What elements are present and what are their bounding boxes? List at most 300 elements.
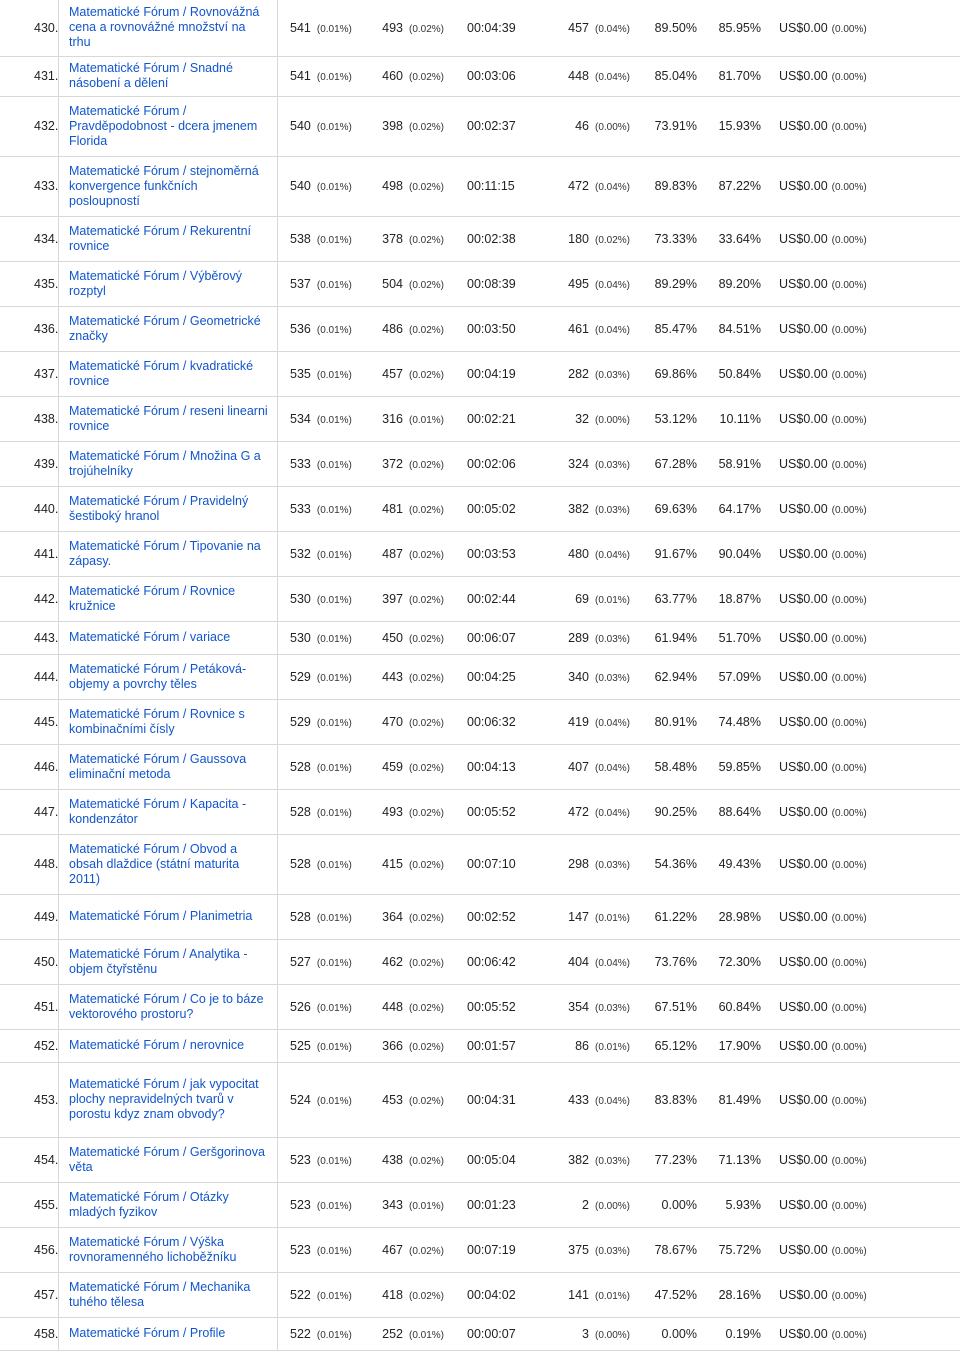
revenue-cell: [767, 1317, 960, 1350]
percent-new-value: 77.23%: [654, 1152, 697, 1167]
table-row: [0, 1137, 960, 1182]
page-title-text[interactable]: Matematické Fórum / Pravidelný šestiboký hranol: [69, 493, 249, 523]
page-title-link[interactable]: [59, 306, 278, 351]
page-title-link[interactable]: [59, 56, 278, 96]
avg-duration-value: 00:05:52: [467, 804, 516, 819]
revenue-cell: [767, 396, 960, 441]
new-users-cell: [553, 834, 635, 894]
page-title-text[interactable]: Matematické Fórum / Výška rovnoramenného lichoběžníku: [69, 1234, 237, 1264]
revenue-value: US$0.00: [779, 501, 828, 516]
page-title-text[interactable]: Matematické Fórum / kvadratické rovnice: [69, 358, 254, 388]
page-title-text[interactable]: Matematické Fórum / Gaussova eliminační metoda: [69, 751, 247, 781]
new-sessions-cell: [365, 1029, 449, 1062]
row-index-value: 439.: [34, 456, 59, 471]
new-sessions-cell: [365, 56, 449, 96]
avg-duration-value: 00:03:06: [467, 69, 516, 83]
page-title-text[interactable]: Matematické Fórum / Tipovanie na zápasy.: [69, 538, 261, 568]
new-users-value: 324: [568, 456, 589, 471]
sessions-percent: (0.01%): [316, 182, 352, 193]
table-row: [0, 351, 960, 396]
avg-duration-value: 00:04:39: [467, 20, 516, 35]
new-users-cell: [553, 486, 635, 531]
new-users-cell: [553, 0, 635, 56]
sessions-cell: [278, 156, 366, 216]
bounce-rate-value: 88.64%: [718, 804, 761, 819]
revenue-value: US$0.00: [779, 909, 828, 924]
new-sessions-value: 504: [382, 276, 403, 291]
avg-duration-cell: [449, 216, 553, 261]
avg-duration-value: 00:07:10: [467, 857, 516, 871]
new-sessions-cell: [365, 306, 449, 351]
percent-new-value: 65.12%: [654, 1038, 697, 1053]
page-title-link[interactable]: [59, 1272, 278, 1317]
percent-new-cell: [635, 1227, 705, 1272]
page-title-text[interactable]: Matematické Fórum / Co je to báze vektorového prostoru?: [69, 991, 264, 1021]
page-title-link[interactable]: [59, 789, 278, 834]
page-title-text[interactable]: Matematické Fórum / Rovnovážná cena a rovnovážné množství na trhu: [69, 5, 260, 50]
revenue-percent: (0.00%): [831, 72, 867, 83]
sessions-cell: [278, 1317, 366, 1350]
revenue-value: US$0.00: [779, 276, 828, 291]
percent-new-cell: [635, 894, 705, 939]
row-index-value: 438.: [34, 411, 59, 426]
page-title-link[interactable]: [59, 96, 278, 156]
revenue-cell: [767, 1182, 960, 1227]
new-sessions-percent: (0.02%): [409, 182, 445, 193]
sessions-cell: [278, 939, 366, 984]
page-title-link[interactable]: [59, 216, 278, 261]
avg-duration-cell: [449, 156, 553, 216]
new-sessions-cell: [365, 1272, 449, 1317]
page-title-text[interactable]: Matematické Fórum / Rovnice s kombinačními čísly: [69, 706, 245, 736]
page-title-text[interactable]: Matematické Fórum / Výběrový rozptyl: [69, 268, 242, 298]
bounce-rate-cell: [705, 261, 767, 306]
revenue-percent: (0.00%): [831, 860, 867, 871]
page-title-link[interactable]: [59, 156, 278, 216]
revenue-value: US$0.00: [779, 411, 828, 426]
page-title-link[interactable]: [59, 621, 278, 654]
sessions-value: 523: [290, 1242, 311, 1257]
percent-new-cell: [635, 486, 705, 531]
row-index: [0, 654, 59, 699]
sessions-percent: (0.01%): [316, 1245, 352, 1257]
revenue-percent: (0.00%): [831, 414, 867, 426]
avg-duration-cell: [449, 351, 553, 396]
table-row: [0, 306, 960, 351]
sessions-value: 532: [290, 546, 311, 561]
new-users-cell: [553, 531, 635, 576]
page-title-text[interactable]: Matematické Fórum / Mechanika tuhého tělesa: [69, 1279, 251, 1309]
row-index: [0, 351, 59, 396]
new-users-percent: (0.01%): [595, 594, 631, 606]
new-sessions-value: 252: [382, 1326, 403, 1341]
bounce-rate-value: 64.17%: [718, 501, 761, 516]
sessions-value: 540: [290, 179, 311, 193]
percent-new-cell: [635, 1137, 705, 1182]
bounce-rate-cell: [705, 834, 767, 894]
new-users-cell: [553, 654, 635, 699]
new-users-cell: [553, 1137, 635, 1182]
sessions-cell: [278, 56, 366, 96]
sessions-cell: [278, 744, 366, 789]
new-users-cell: [553, 216, 635, 261]
avg-duration-value: 00:06:07: [467, 630, 516, 645]
new-sessions-cell: [365, 744, 449, 789]
percent-new-value: 69.63%: [654, 501, 697, 516]
row-index-value: 435.: [34, 276, 59, 291]
percent-new-cell: [635, 96, 705, 156]
bounce-rate-cell: [705, 441, 767, 486]
row-index-value: 430.: [34, 20, 59, 35]
bounce-rate-value: 90.04%: [718, 546, 761, 561]
sessions-cell: [278, 1182, 366, 1227]
page-title-link[interactable]: [59, 894, 278, 939]
avg-duration-cell: [449, 1137, 553, 1182]
avg-duration-value: 00:06:32: [467, 714, 516, 729]
new-users-percent: (0.04%): [595, 1095, 631, 1107]
row-index-value: 450.: [34, 954, 59, 969]
percent-new-value: 67.51%: [654, 999, 697, 1014]
page-title-link[interactable]: [59, 1062, 278, 1137]
sessions-value: 528: [290, 804, 311, 819]
page-title-text[interactable]: Matematické Fórum / Obvod a obsah dlaždice (státní maturita 2011): [69, 841, 240, 886]
percent-new-value: 63.77%: [654, 591, 697, 606]
percent-new-cell: [635, 699, 705, 744]
sessions-cell: [278, 216, 366, 261]
avg-duration-value: 00:01:57: [467, 1038, 516, 1053]
revenue-cell: [767, 1029, 960, 1062]
table-row: [0, 396, 960, 441]
sessions-percent: (0.01%): [316, 279, 352, 291]
page-title-text[interactable]: Matematické Fórum / reseni linearni rovnice: [69, 403, 268, 433]
new-sessions-value: 418: [382, 1287, 403, 1302]
sessions-percent: (0.01%): [316, 807, 352, 819]
sessions-value: 526: [290, 999, 311, 1014]
percent-new-value: 89.50%: [654, 20, 697, 35]
page-title-text[interactable]: Matematické Fórum / Otázky mladých fyzikov: [69, 1189, 229, 1219]
new-users-percent: (0.03%): [595, 369, 631, 381]
page-title-link[interactable]: [59, 699, 278, 744]
revenue-value: US$0.00: [779, 954, 828, 969]
page-title-link[interactable]: [59, 261, 278, 306]
new-users-cell: [553, 744, 635, 789]
avg-duration-value: 00:05:02: [467, 501, 516, 516]
revenue-value: US$0.00: [779, 366, 828, 381]
percent-new-value: 67.28%: [654, 456, 697, 471]
new-sessions-percent: (0.02%): [409, 1095, 445, 1107]
table-row: [0, 744, 960, 789]
sessions-value: 535: [290, 366, 311, 381]
page-title-text[interactable]: Matematické Fórum / Profile: [69, 1326, 226, 1340]
page-title-link[interactable]: [59, 984, 278, 1029]
new-users-cell: [553, 96, 635, 156]
page-title-link[interactable]: [59, 654, 278, 699]
revenue-cell: [767, 789, 960, 834]
page-title-link[interactable]: [59, 0, 278, 56]
page-title-link[interactable]: [59, 1227, 278, 1272]
revenue-cell: [767, 939, 960, 984]
page-title-link[interactable]: [59, 744, 278, 789]
bounce-rate-cell: [705, 1317, 767, 1350]
percent-new-cell: [635, 351, 705, 396]
new-users-cell: [553, 351, 635, 396]
page-title-link[interactable]: [59, 1182, 278, 1227]
page-title-text[interactable]: Matematické Fórum / jak vypocitat plochy nepravidelných tvarů v porostu kdyz znam obvody?: [69, 1077, 259, 1121]
sessions-cell: [278, 486, 366, 531]
sessions-value: 522: [290, 1326, 311, 1341]
sessions-value: 528: [290, 857, 311, 871]
bounce-rate-value: 81.49%: [718, 1092, 761, 1107]
new-sessions-value: 448: [382, 999, 403, 1014]
page-title-text[interactable]: Matematické Fórum / Geometrické značky: [69, 313, 261, 343]
percent-new-value: 58.48%: [654, 759, 697, 774]
revenue-value: US$0.00: [779, 591, 828, 606]
row-index: [0, 1062, 59, 1137]
bounce-rate-value: 28.98%: [718, 909, 761, 924]
sessions-cell: [278, 1029, 366, 1062]
new-users-value: 141: [568, 1287, 589, 1302]
sessions-cell: [278, 984, 366, 1029]
bounce-rate-value: 58.91%: [718, 456, 761, 471]
row-index-value: 453.: [34, 1092, 59, 1107]
bounce-rate-cell: [705, 654, 767, 699]
page-title-link[interactable]: [59, 1317, 278, 1350]
new-users-value: 86: [575, 1038, 589, 1053]
page-title-text[interactable]: Matematické Fórum / Petáková- objemy a povrchy těles: [69, 661, 247, 691]
new-sessions-percent: (0.02%): [409, 279, 445, 291]
sessions-value: 540: [290, 119, 311, 133]
avg-duration-cell: [449, 834, 553, 894]
revenue-cell: [767, 1272, 960, 1317]
bounce-rate-value: 81.70%: [718, 69, 761, 83]
row-index: [0, 939, 59, 984]
page-title-link[interactable]: [59, 1137, 278, 1182]
new-sessions-percent: (0.02%): [409, 957, 445, 969]
page-title-link[interactable]: [59, 939, 278, 984]
new-sessions-cell: [365, 486, 449, 531]
table-row: [0, 1272, 960, 1317]
sessions-cell: [278, 1062, 366, 1137]
new-users-percent: (0.03%): [595, 459, 631, 471]
revenue-value: US$0.00: [779, 1197, 828, 1212]
page-title-text[interactable]: Matematické Fórum / Analytika - objem čtyřstěnu: [69, 946, 248, 976]
revenue-cell: [767, 216, 960, 261]
revenue-cell: [767, 621, 960, 654]
new-users-value: 495: [568, 276, 589, 291]
percent-new-value: 0.00%: [661, 1326, 697, 1341]
sessions-percent: (0.01%): [316, 762, 352, 774]
new-users-percent: (0.04%): [595, 807, 631, 819]
new-sessions-cell: [365, 1227, 449, 1272]
page-title-text[interactable]: Matematické Fórum / Kapacita - kondenzátor: [69, 796, 247, 826]
new-users-value: 3: [582, 1326, 589, 1341]
bounce-rate-cell: [705, 939, 767, 984]
sessions-percent: (0.01%): [316, 1155, 352, 1167]
page-title-link[interactable]: [59, 396, 278, 441]
sessions-cell: [278, 441, 366, 486]
page-title-link[interactable]: [59, 576, 278, 621]
bounce-rate-cell: [705, 306, 767, 351]
new-sessions-cell: [365, 984, 449, 1029]
sessions-value: 533: [290, 456, 311, 471]
sessions-value: 541: [290, 69, 311, 83]
revenue-cell: [767, 1062, 960, 1137]
revenue-cell: [767, 156, 960, 216]
bounce-rate-value: 50.84%: [718, 366, 761, 381]
revenue-percent: (0.00%): [831, 23, 867, 35]
bounce-rate-cell: [705, 96, 767, 156]
bounce-rate-cell: [705, 486, 767, 531]
page-title-link[interactable]: [59, 351, 278, 396]
revenue-value: US$0.00: [779, 857, 828, 871]
new-sessions-cell: [365, 621, 449, 654]
avg-duration-value: 00:02:38: [467, 231, 516, 246]
revenue-percent: (0.00%): [831, 594, 867, 606]
page-title-link[interactable]: [59, 441, 278, 486]
row-index: [0, 789, 59, 834]
table-row: [0, 699, 960, 744]
sessions-percent: (0.01%): [316, 549, 352, 561]
percent-new-value: 61.94%: [654, 630, 697, 645]
new-sessions-percent: (0.02%): [409, 717, 445, 729]
percent-new-value: 73.33%: [654, 231, 697, 246]
sessions-value: 534: [290, 411, 311, 426]
page-title-text[interactable]: Matematické Fórum / stejnoměrná konvergence funkčních posloupností: [69, 163, 259, 208]
row-index: [0, 744, 59, 789]
revenue-percent: (0.00%): [831, 957, 867, 969]
new-users-percent: (0.03%): [595, 1245, 631, 1257]
sessions-value: 530: [290, 630, 311, 645]
sessions-cell: [278, 699, 366, 744]
new-users-percent: (0.03%): [595, 860, 631, 871]
bounce-rate-cell: [705, 1062, 767, 1137]
sessions-value: 528: [290, 909, 311, 924]
sessions-cell: [278, 1137, 366, 1182]
page-title-text[interactable]: Matematické Fórum / nerovnice: [69, 1038, 245, 1052]
bounce-rate-cell: [705, 1137, 767, 1182]
sessions-percent: (0.01%): [316, 594, 352, 606]
sessions-value: 524: [290, 1092, 311, 1107]
table-row: [0, 894, 960, 939]
avg-duration-value: 00:03:50: [467, 321, 516, 336]
page-title-text[interactable]: Matematické Fórum / variace: [69, 630, 231, 644]
table-row: [0, 984, 960, 1029]
table-row: [0, 834, 960, 894]
revenue-value: US$0.00: [779, 1287, 828, 1302]
sessions-value: 528: [290, 759, 311, 774]
avg-duration-value: 00:02:37: [467, 119, 516, 133]
sessions-percent: (0.01%): [316, 324, 352, 336]
new-sessions-cell: [365, 939, 449, 984]
row-index-value: 445.: [34, 714, 59, 729]
bounce-rate-cell: [705, 1272, 767, 1317]
new-sessions-value: 316: [382, 411, 403, 426]
new-sessions-value: 462: [382, 954, 403, 969]
sessions-value: 530: [290, 591, 311, 606]
new-users-cell: [553, 699, 635, 744]
table-row: [0, 261, 960, 306]
bounce-rate-value: 51.70%: [718, 630, 761, 645]
page-title-text[interactable]: Matematické Fórum / Planimetria: [69, 909, 253, 923]
revenue-cell: [767, 699, 960, 744]
sessions-value: 525: [290, 1038, 311, 1053]
new-sessions-value: 397: [382, 591, 403, 606]
page-title-link[interactable]: [59, 531, 278, 576]
new-users-percent: (0.04%): [595, 23, 631, 35]
row-index-value: 436.: [34, 321, 59, 336]
revenue-percent: (0.00%): [831, 912, 867, 924]
row-index: [0, 894, 59, 939]
avg-duration-value: 00:02:44: [467, 591, 516, 606]
bounce-rate-cell: [705, 621, 767, 654]
new-users-percent: (0.04%): [595, 279, 631, 291]
sessions-value: 529: [290, 714, 311, 729]
new-sessions-percent: (0.02%): [409, 860, 445, 871]
new-sessions-value: 438: [382, 1152, 403, 1167]
percent-new-value: 91.67%: [654, 546, 697, 561]
sessions-percent: (0.01%): [316, 72, 352, 83]
page-title-link[interactable]: [59, 834, 278, 894]
new-sessions-percent: (0.02%): [409, 1041, 445, 1053]
page-title-link[interactable]: [59, 1029, 278, 1062]
new-users-cell: [553, 1317, 635, 1350]
bounce-rate-cell: [705, 699, 767, 744]
page-title-text[interactable]: Matematické Fórum / Pravděpodobnost - dcera jmenem Florida: [69, 103, 258, 148]
row-index: [0, 576, 59, 621]
new-users-cell: [553, 621, 635, 654]
percent-new-value: 54.36%: [654, 857, 697, 871]
revenue-value: US$0.00: [779, 1038, 828, 1053]
new-sessions-percent: (0.02%): [409, 549, 445, 561]
percent-new-cell: [635, 744, 705, 789]
bounce-rate-cell: [705, 156, 767, 216]
new-users-value: 32: [575, 411, 589, 426]
percent-new-cell: [635, 56, 705, 96]
page-title-text[interactable]: Matematické Fórum / Geršgorinova věta: [69, 1144, 265, 1174]
revenue-cell: [767, 984, 960, 1029]
revenue-percent: (0.00%): [831, 672, 867, 684]
revenue-value: US$0.00: [779, 69, 828, 83]
new-sessions-percent: (0.02%): [409, 633, 445, 645]
revenue-cell: [767, 96, 960, 156]
sessions-percent: (0.01%): [316, 860, 352, 871]
new-users-cell: [553, 894, 635, 939]
new-users-value: 407: [568, 759, 589, 774]
row-index: [0, 96, 59, 156]
page-title-text[interactable]: Matematické Fórum / Rekurentní rovnice: [69, 223, 252, 253]
revenue-value: US$0.00: [779, 630, 828, 645]
avg-duration-cell: [449, 699, 553, 744]
page-title-text[interactable]: Matematické Fórum / Množina G a trojúhelníky: [69, 448, 261, 478]
new-sessions-cell: [365, 216, 449, 261]
bounce-rate-cell: [705, 351, 767, 396]
new-sessions-percent: (0.02%): [409, 369, 445, 381]
page-title-text[interactable]: Matematické Fórum / Rovnice kružnice: [69, 583, 236, 613]
new-users-percent: (0.04%): [595, 717, 631, 729]
page-title-text[interactable]: Matematické Fórum / Snadné násobení a dělení: [69, 61, 233, 90]
row-index-value: 446.: [34, 759, 59, 774]
page-title-link[interactable]: [59, 486, 278, 531]
bounce-rate-value: 75.72%: [718, 1242, 761, 1257]
revenue-percent: (0.00%): [831, 1155, 867, 1167]
avg-duration-cell: [449, 1029, 553, 1062]
avg-duration-value: 00:04:02: [467, 1287, 516, 1302]
new-sessions-value: 486: [382, 321, 403, 336]
new-users-percent: (0.02%): [595, 234, 631, 246]
revenue-value: US$0.00: [779, 231, 828, 246]
sessions-value: 527: [290, 954, 311, 969]
avg-duration-value: 00:04:19: [467, 366, 516, 381]
